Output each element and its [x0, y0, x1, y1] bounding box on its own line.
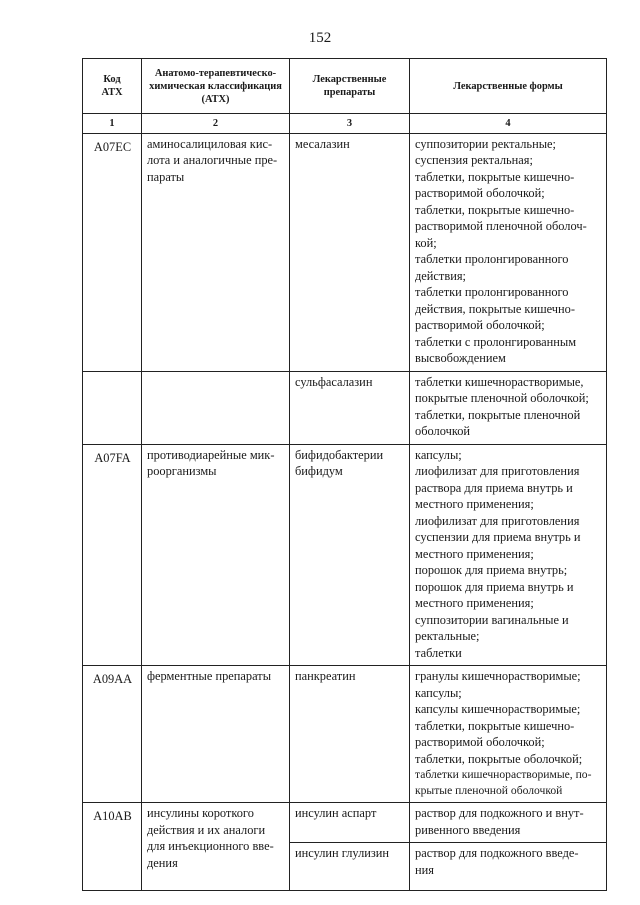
drug-cell: бифидобактерии бифидум — [290, 444, 410, 666]
atx-code-cell: A07FA — [83, 444, 142, 666]
header-drugs: Лекарственные препараты — [290, 59, 410, 114]
drug-cell: сульфасалазин — [290, 371, 410, 444]
table-row — [83, 803, 607, 843]
column-number-1: 1 — [83, 114, 142, 134]
atx-code-cell — [83, 371, 142, 444]
classification-cell — [142, 371, 290, 444]
drug-cell: инсулин глулизин — [290, 843, 410, 891]
forms-cell — [410, 666, 607, 803]
page-number: 152 — [308, 30, 332, 46]
table-row — [83, 444, 607, 666]
column-number-row — [83, 114, 607, 134]
atx-drug-table — [82, 58, 607, 891]
atx-code-cell: A09AA — [83, 666, 142, 803]
header-code: Код АТХ — [83, 59, 142, 114]
forms-cell: таблетки кишечнорастворимые, покрытые пленочной оболочкой; таблетки, покрытые пленочной оболочкой — [410, 371, 607, 444]
forms-cell: раствор для подкожного введе- ния — [410, 843, 607, 891]
atx-code-cell: A07EC — [83, 133, 142, 371]
classification-cell: аминосалициловая кис- лота и аналогичные пре- параты — [142, 133, 290, 371]
drug-cell: панкреатин — [290, 666, 410, 803]
forms-text: гранулы кишечнорастворимые; капсулы; капсулы кишечнорастворимые; таблетки, покрытые кишечно- растворимой оболочкой; таблетки, покрытые оболочкой; — [415, 669, 583, 766]
classification-cell: инсулины короткого действия и их аналоги для инъекционного вве- дения — [142, 803, 290, 891]
forms-cell: капсулы; лиофилизат для приготовления раствора для приема внутрь и местного применения; лиофилизат для приготовления суспензии для приема внутрь и местного применения; порошок для приема внутрь; порошок для приема внутрь и местного применения; суппозитории вагинальные и ректальные; таблетки — [410, 444, 607, 666]
table-row — [83, 371, 607, 444]
table-row — [83, 666, 607, 803]
header-forms: Лекарственные формы — [410, 59, 607, 114]
column-number-3: 3 — [290, 114, 410, 134]
atx-code-cell: A10AB — [83, 803, 142, 891]
table-row — [83, 133, 607, 371]
drug-cell: инсулин аспарт — [290, 803, 410, 843]
classification-cell: ферментные препараты — [142, 666, 290, 803]
forms-text-small: таблетки кишечнорастворимые, по- крытые пленочной оболочкой — [415, 768, 592, 797]
column-number-2: 2 — [142, 114, 290, 134]
table-header-row — [83, 59, 607, 114]
forms-cell: суппозитории ректальные; суспензия ректальная; таблетки, покрытые кишечно- растворимой оболочкой; таблетки, покрытые кишечно- растворимой пленочной оболоч- кой; таблетки пролонгированного действия; таблетки пролонгированного действия, покрытые кишечно- растворимой оболочкой; таблетки с пролонгированным высвобождением — [410, 133, 607, 371]
forms-cell: раствор для подкожного и внут- ривенного введения — [410, 803, 607, 843]
drug-cell: месалазин — [290, 133, 410, 371]
column-number-4: 4 — [410, 114, 607, 134]
classification-cell: противодиарейные мик- роорганизмы — [142, 444, 290, 666]
header-classification: Анатомо-терапевтическо- химическая классификация (АТХ) — [142, 59, 290, 114]
